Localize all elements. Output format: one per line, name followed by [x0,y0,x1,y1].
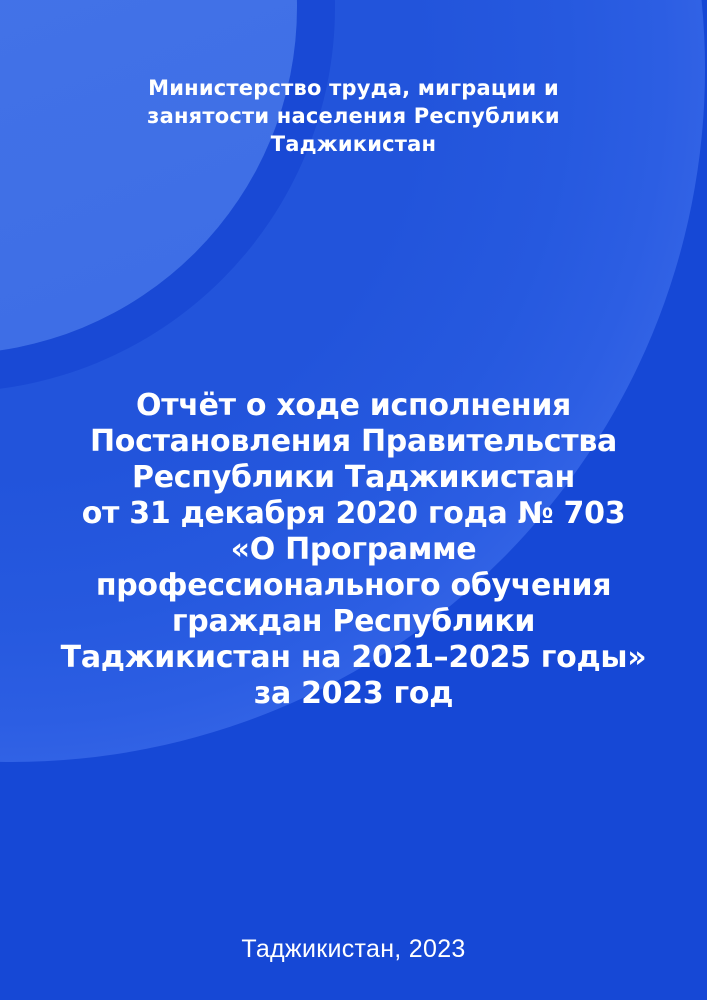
report-title [30,388,677,712]
ministry-name-line: Министерство труда, миграции и [148,76,559,100]
report-title-line: от 31 декабря 2020 года № 703 [81,496,626,531]
report-title-line: Республики Таджикистан [132,460,575,495]
report-title-line: Отчёт о ходе исполнения [136,388,571,423]
ministry-name [114,74,594,158]
report-title-line: «О Программе [230,532,477,567]
report-title-line: за 2023 год [253,676,454,711]
ministry-name-line: занятости населения Республики [147,104,560,128]
place-and-year: Таджикистан, 2023 [241,935,466,963]
report-title-line: граждан Республики [171,604,536,639]
report-title-line: профессионального обучения [95,568,612,603]
report-title-line: Постановления Правительства [89,424,618,459]
ministry-name-line: Таджикистан [270,132,437,156]
report-title-line: Таджикистан на 2021–2025 годы» [60,640,647,675]
